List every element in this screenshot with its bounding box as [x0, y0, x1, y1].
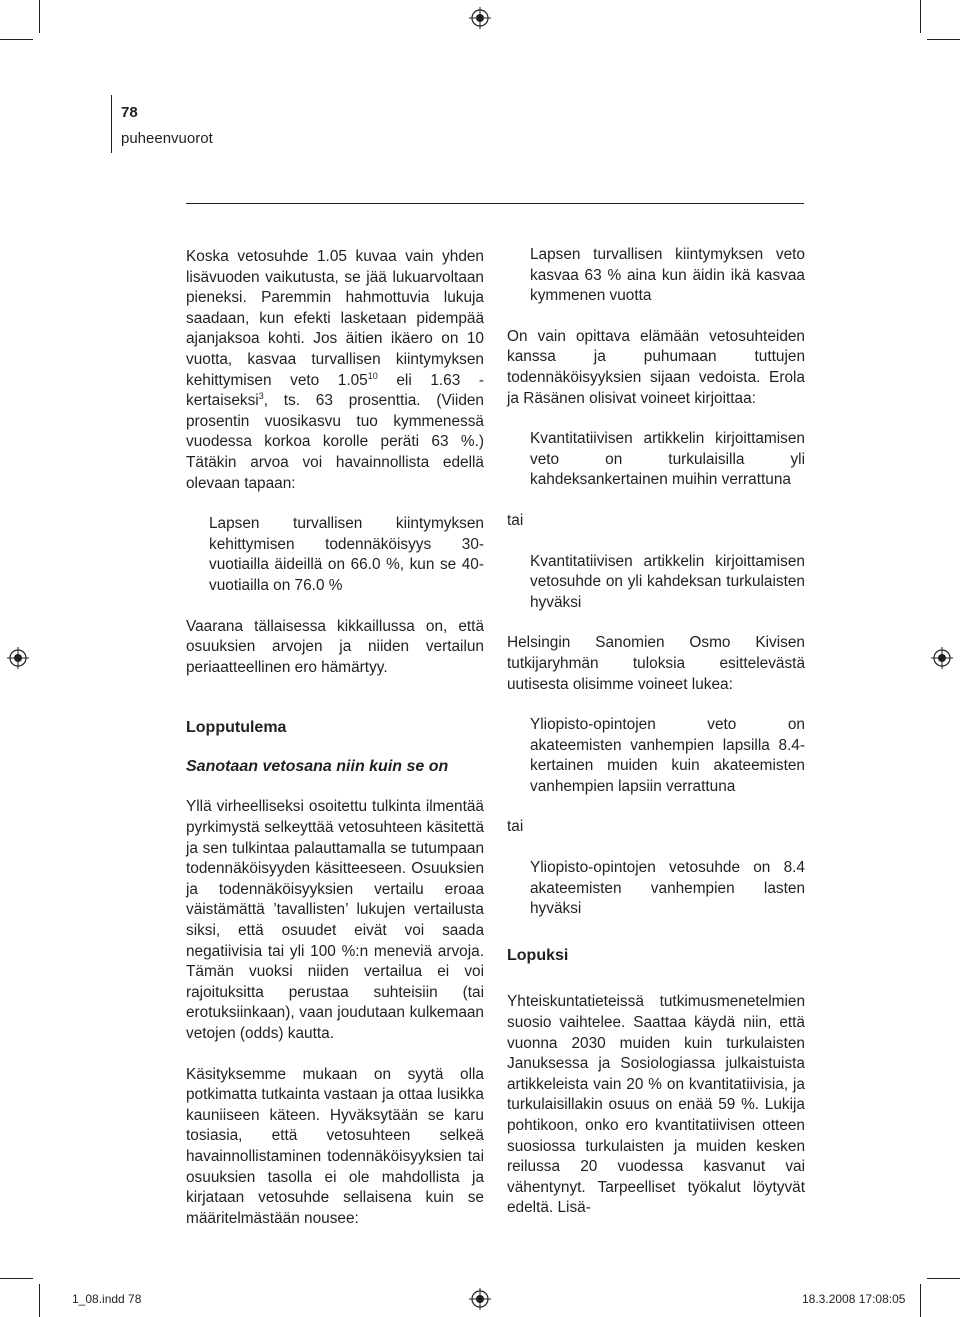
block-quote: Lapsen turvallisen kiintymyksen kehittymisen todennäköisyys 30-vuotiailla äideillä on 66.0 %, kun se 40-vuotiailla on 76.0 % [209, 515, 484, 594]
section-heading: Lopputulema [186, 719, 287, 737]
header-rule [111, 95, 112, 153]
registration-mark-icon [931, 647, 953, 669]
crop-mark-top-right-v [920, 0, 921, 33]
registration-mark-icon [7, 647, 29, 669]
section-label: puheenvuorot [121, 130, 213, 147]
registration-mark-icon [469, 7, 491, 29]
connector-text: tai [507, 511, 524, 529]
crop-mark-bottom-right-v [920, 1284, 921, 1317]
footer-file-slug: 1_08.indd 78 [72, 1292, 142, 1306]
section-heading: Lopuksi [507, 946, 569, 964]
connector-text: tai [507, 818, 524, 836]
sub-heading: Sanotaan vetosana niin kuin se on [186, 757, 449, 775]
crop-mark-bottom-left-v [39, 1284, 40, 1317]
crop-mark-top-left-h [0, 39, 33, 40]
paragraph: Yhteiskuntatieteissä tutkimusmenetelmien suosio vaihtelee. Saattaa käydä niin, että vuonna 2030 muiden kuin turkulaisten Januksessa ja Sosiologiassa julkaistuista artikkeleista vain 20 % on kvantitatiivisia, ja turkulaisillakin osuus on enää 59 %. Lukija pohtikoon, onko ero kvantitatiivisen otteen suosiossa turkulaisten ja muiden kesken reilussa 20 vuodessa kasvanut vai vähentynyt. Tarpeelliset työkalut löytyvät edeltä. Lisä- [507, 993, 805, 1217]
paragraph: Vaarana tällaisessa kikkaillussa on, että osuuksien arvojen ja niiden vertailun periaatteellinen ero hämärtyy. [186, 617, 484, 676]
superscript: 3 [258, 391, 264, 402]
registration-mark-icon [469, 1288, 491, 1310]
paragraph: Helsingin Sanomien Osmo Kivisen tutkijaryhmän tuloksia esittelevästä uutisesta olisimme voineet lukea: [507, 634, 805, 693]
crop-mark-top-left-v [39, 0, 40, 33]
crop-mark-bottom-right-h [927, 1278, 960, 1279]
footer-date-slug: 18.3.2008 17:08:05 [802, 1292, 906, 1306]
block-quote: Kvantitatiivisen artikkelin kirjoittamisen vetosuhde on yli kahdeksan turkulaisten hyväksi [530, 552, 805, 611]
block-quote: Yliopisto-opintojen veto on akateemisten vanhempien lapsilla 8.4-kertainen muiden kuin akateemisten vanhempien lapsiin verrattuna [530, 716, 805, 795]
superscript: 10 [367, 370, 378, 381]
block-quote: Kvantitatiivisen artikkelin kirjoittamisen veto on turkulaisilla yli kahdeksankertainen muihin verrattuna [530, 430, 805, 489]
top-rule [186, 203, 804, 204]
paragraph: On vain opittava elämään vetosuhteiden kanssa ja puhumaan tuttujen todennäköisyyksien sijaan vedoista. Erola ja Räsänen olisivat voineet kirjoittaa: [507, 327, 805, 407]
page-number: 78 [121, 104, 138, 121]
right-column [507, 245, 805, 1219]
left-column [186, 247, 484, 1229]
block-quote: Yliopisto-opintojen vetosuhde on 8.4 akateemisten vanhempien lasten hyväksi [530, 859, 805, 918]
paragraph: Käsityksemme mukaan on syytä olla potkimatta tutkainta vastaan ja ottaa lusikka kauniiseen käteen. Hyväksytään se karu tosiasia, että vetosuhteen selkeä havainnollistaminen todennäköisyyksien tai osuuksien tasolla ei ole mahdollista ja kirjataan vetosuhde sellaisena kuin se määritelmästään nousee: [186, 1065, 484, 1227]
crop-mark-top-right-h [927, 39, 960, 40]
block-quote: Lapsen turvallisen kiintymyksen veto kasvaa 63 % aina kun äidin ikä kasvaa kymmenen vuotta [530, 246, 805, 305]
paragraph: Koska vetosuhde 1.05 kuvaa vain yhden lisävuoden vaikutusta, se jää lukuarvoltaan pieneksi. Paremmin hahmottuvia lukuja saadaan, kun efekti lasketaan pidempää ajanjaksoa kohti. Jos äitien ikäero on 10 vuotta, kasvaa turvallisen kiintymyksen kehittymisen veto 1.05$^{10}$ eli 1.63 -kertaiseksi$^3$, ts. 63 prosenttia. (Viiden prosentin vuosikasvu tuo kymmenessä vuodessa korkoa korolle peräti 63 %.) Tätäkin arvoa voi havainnollista edellä olevaan tapaan: [186, 248, 484, 492]
paragraph: Yllä virheelliseksi osoitettu tulkinta ilmentää pyrkimystä selkeyttää vetosuhteen käsitettä ja sen tulkintaa palauttamalla se tutumpaan todennäköisyyden käsitteeseen. Osuuksien ja todennäköisyyksien vertailu eroaa väistämättä ’tavallisten’ lukujen vertailusta siksi, että osuudet eivät voi saada negatiivisia tai yli 100 %:n meneviä arvoja. Tämän vuoksi niiden vertailua ei voi rajoituksitta perustaa suhteisiin (tai erotuksiinkaan), vaan joudutaan kulkemaan vetojen (odds) kautta. [186, 798, 484, 1042]
crop-mark-bottom-left-h [0, 1278, 33, 1279]
